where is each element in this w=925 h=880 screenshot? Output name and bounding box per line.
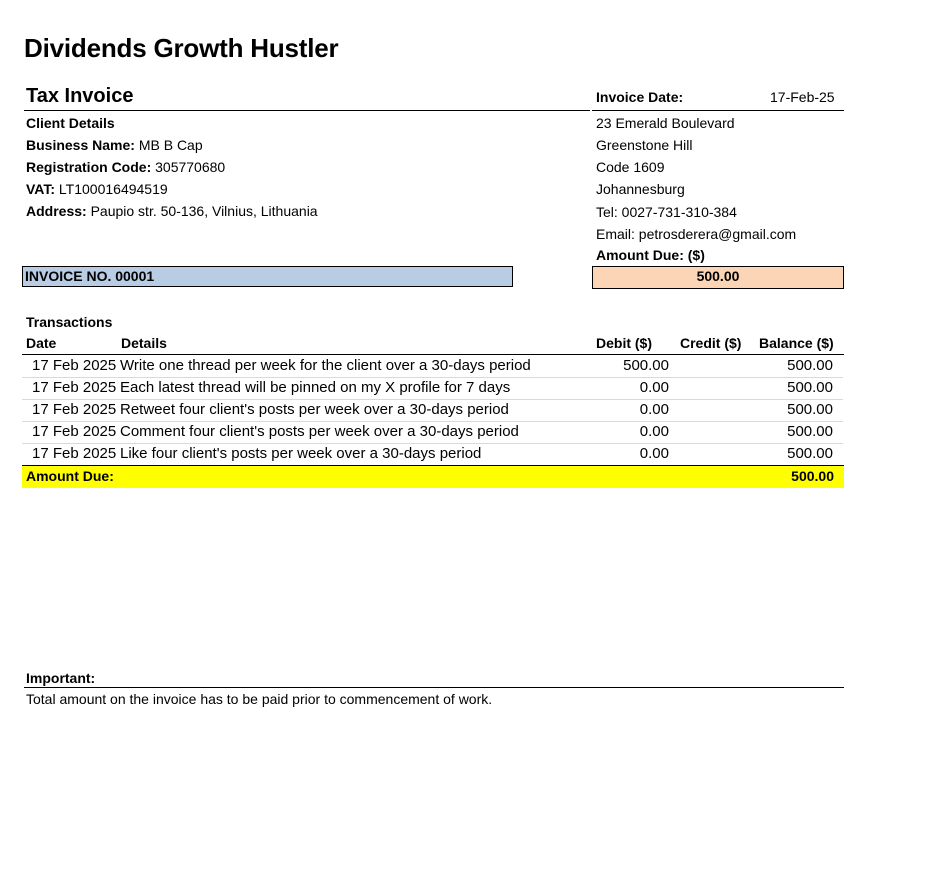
invoice-date-label: Invoice Date: <box>596 89 684 105</box>
seller-tel: Tel: 0027-731-310-384 <box>596 204 737 220</box>
amount-due-box <box>592 266 844 289</box>
total-value: 500.00 <box>791 468 834 484</box>
invoice-date-value: 17-Feb-25 <box>770 89 835 105</box>
row-debit: 0.00 <box>639 401 669 418</box>
col-header-date: Date <box>26 335 57 351</box>
registration-code <box>26 158 225 176</box>
important-rule <box>24 687 844 688</box>
title-rule-right <box>592 110 844 111</box>
col-header-details: Details <box>121 335 167 351</box>
vat-value: LT100016494519 <box>55 181 168 197</box>
registration-label: Registration Code: <box>26 159 152 175</box>
business-name-value: MB B Cap <box>134 137 203 153</box>
table-row <box>22 377 843 400</box>
important-text: Total amount on the invoice has to be paid prior to commencement of work. <box>26 691 493 707</box>
title-rule-left <box>24 110 590 111</box>
amount-due-label: Amount Due: ($) <box>596 247 705 263</box>
row-date: 17 Feb 2025 <box>32 379 117 396</box>
row-debit: 500.00 <box>623 357 669 374</box>
address <box>26 202 318 220</box>
business-name-label: Business Name: <box>26 137 135 153</box>
row-debit: 0.00 <box>639 423 669 440</box>
total-label: Amount Due: <box>26 468 114 484</box>
seller-street: 23 Emerald Boulevard <box>596 115 735 131</box>
row-debit: 0.00 <box>639 379 669 396</box>
table-row <box>22 399 843 422</box>
amount-due-total-row <box>22 465 844 488</box>
row-balance: 500.00 <box>787 401 833 418</box>
address-value: Paupio str. 50-136, Vilnius, Lithuania <box>86 203 318 219</box>
col-header-credit: Credit ($) <box>680 335 742 351</box>
vat-label: VAT: <box>26 181 56 197</box>
row-details: Write one thread per week for the client over a 30-days period <box>120 357 531 374</box>
invoice-title: Tax Invoice <box>26 85 134 107</box>
row-balance: 500.00 <box>787 445 833 462</box>
row-details: Like four client's posts per week over a 30-days period <box>120 445 482 462</box>
row-balance: 500.00 <box>787 423 833 440</box>
row-details: Comment four client's posts per week over a 30-days period <box>120 423 519 440</box>
table-row <box>22 443 843 465</box>
row-debit: 0.00 <box>639 445 669 462</box>
row-balance: 500.00 <box>787 379 833 396</box>
col-header-balance: Balance ($) <box>759 335 834 351</box>
row-date: 17 Feb 2025 <box>32 401 117 418</box>
row-details: Retweet four client's posts per week over a 30-days period <box>120 401 509 418</box>
col-header-debit: Debit ($) <box>596 335 652 351</box>
business-name <box>26 136 203 154</box>
vat <box>26 180 168 198</box>
seller-city: Johannesburg <box>596 181 685 197</box>
table-row <box>22 421 843 444</box>
table-row <box>22 355 843 378</box>
seller-suburb: Greenstone Hill <box>596 137 693 153</box>
row-date: 17 Feb 2025 <box>32 357 117 374</box>
transactions-heading: Transactions <box>26 314 113 330</box>
invoice-number-box <box>22 266 513 287</box>
amount-due-value: 500.00 <box>696 268 740 284</box>
row-date: 17 Feb 2025 <box>32 423 117 440</box>
invoice-number: INVOICE NO. 00001 <box>25 268 155 284</box>
seller-code: Code 1609 <box>596 159 665 175</box>
important-heading: Important: <box>26 670 96 686</box>
row-balance: 500.00 <box>787 357 833 374</box>
seller-email: Email: petrosderera@gmail.com <box>596 226 797 242</box>
registration-value: 305770680 <box>151 159 226 175</box>
address-label: Address: <box>26 203 87 219</box>
company-name: Dividends Growth Hustler <box>24 33 339 63</box>
client-details-heading: Client Details <box>26 115 115 131</box>
row-details: Each latest thread will be pinned on my X profile for 7 days <box>120 379 511 396</box>
row-date: 17 Feb 2025 <box>32 445 117 462</box>
